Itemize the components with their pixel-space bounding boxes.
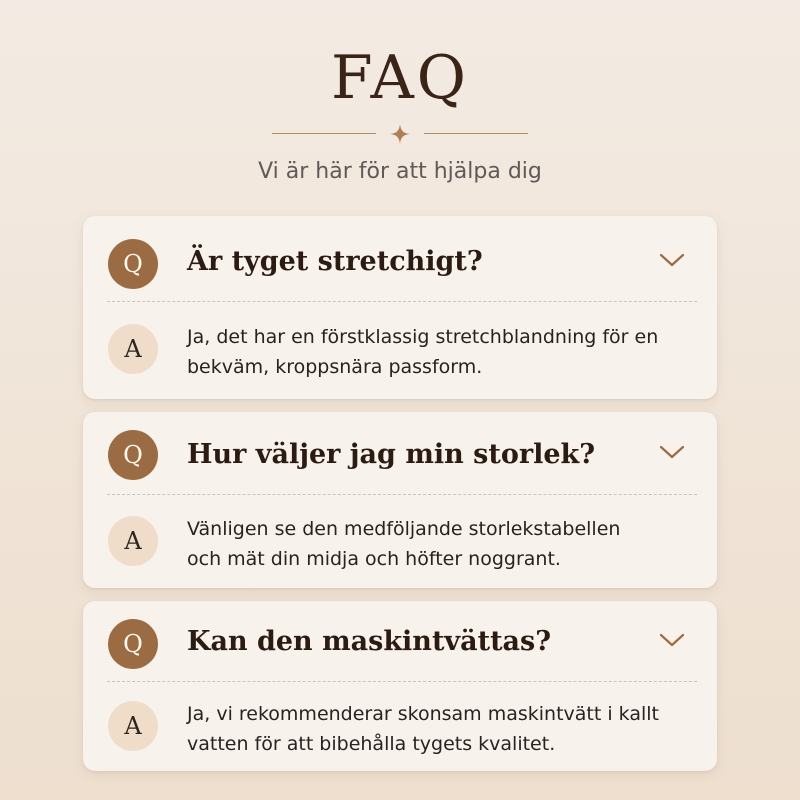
- faq-answer-text: [187, 699, 687, 759]
- chevron-down-icon[interactable]: [657, 630, 687, 650]
- faq-question: Kan den maskintvättas?: [187, 626, 552, 657]
- faq-item-size: [83, 412, 717, 588]
- faq-answer-line: Vänligen se den medföljande storlekstabellen: [187, 518, 621, 540]
- answer-badge: A: [108, 516, 158, 566]
- faq-answer-line: Ja, vi rekommenderar skonsam maskintvätt i kallt: [187, 703, 659, 725]
- page-subtitle: Vi är här för att hjälpa dig: [258, 159, 542, 184]
- faq-divider: [107, 494, 697, 495]
- faq-list: [83, 216, 717, 784]
- answer-badge: A: [108, 701, 158, 751]
- faq-question-toggle[interactable]: [83, 601, 717, 681]
- faq-answer-line: vatten för att bibehålla tygets kvalitet.: [187, 733, 556, 755]
- faq-answer-line: Ja, det har en förstklassig stretchblandning för en: [187, 326, 659, 348]
- faq-divider: [107, 301, 697, 302]
- faq-answer-text: [187, 514, 687, 574]
- chevron-down-icon[interactable]: [657, 250, 687, 270]
- faq-question-toggle[interactable]: [83, 216, 717, 302]
- faq-header: [0, 0, 800, 200]
- title-divider-left: [272, 133, 376, 134]
- faq-question: Är tyget stretchigt?: [187, 246, 483, 277]
- sparkle-star-icon: [388, 122, 412, 146]
- question-badge: Q: [108, 430, 158, 480]
- faq-question-toggle[interactable]: [83, 412, 717, 494]
- faq-question: Hur väljer jag min storlek?: [187, 439, 596, 470]
- faq-item-washing: [83, 601, 717, 771]
- faq-answer-line: och mät din midja och höfter noggrant.: [187, 548, 561, 570]
- faq-item-stretch: [83, 216, 717, 399]
- page-title: FAQ: [331, 43, 469, 113]
- faq-answer-text: [187, 322, 687, 382]
- faq-divider: [107, 681, 697, 682]
- title-divider-right: [424, 133, 528, 134]
- answer-badge: A: [108, 324, 158, 374]
- question-badge: Q: [108, 619, 158, 669]
- chevron-down-icon[interactable]: [657, 442, 687, 462]
- question-badge: Q: [108, 239, 158, 289]
- faq-answer-line: bekväm, kroppsnära passform.: [187, 356, 483, 378]
